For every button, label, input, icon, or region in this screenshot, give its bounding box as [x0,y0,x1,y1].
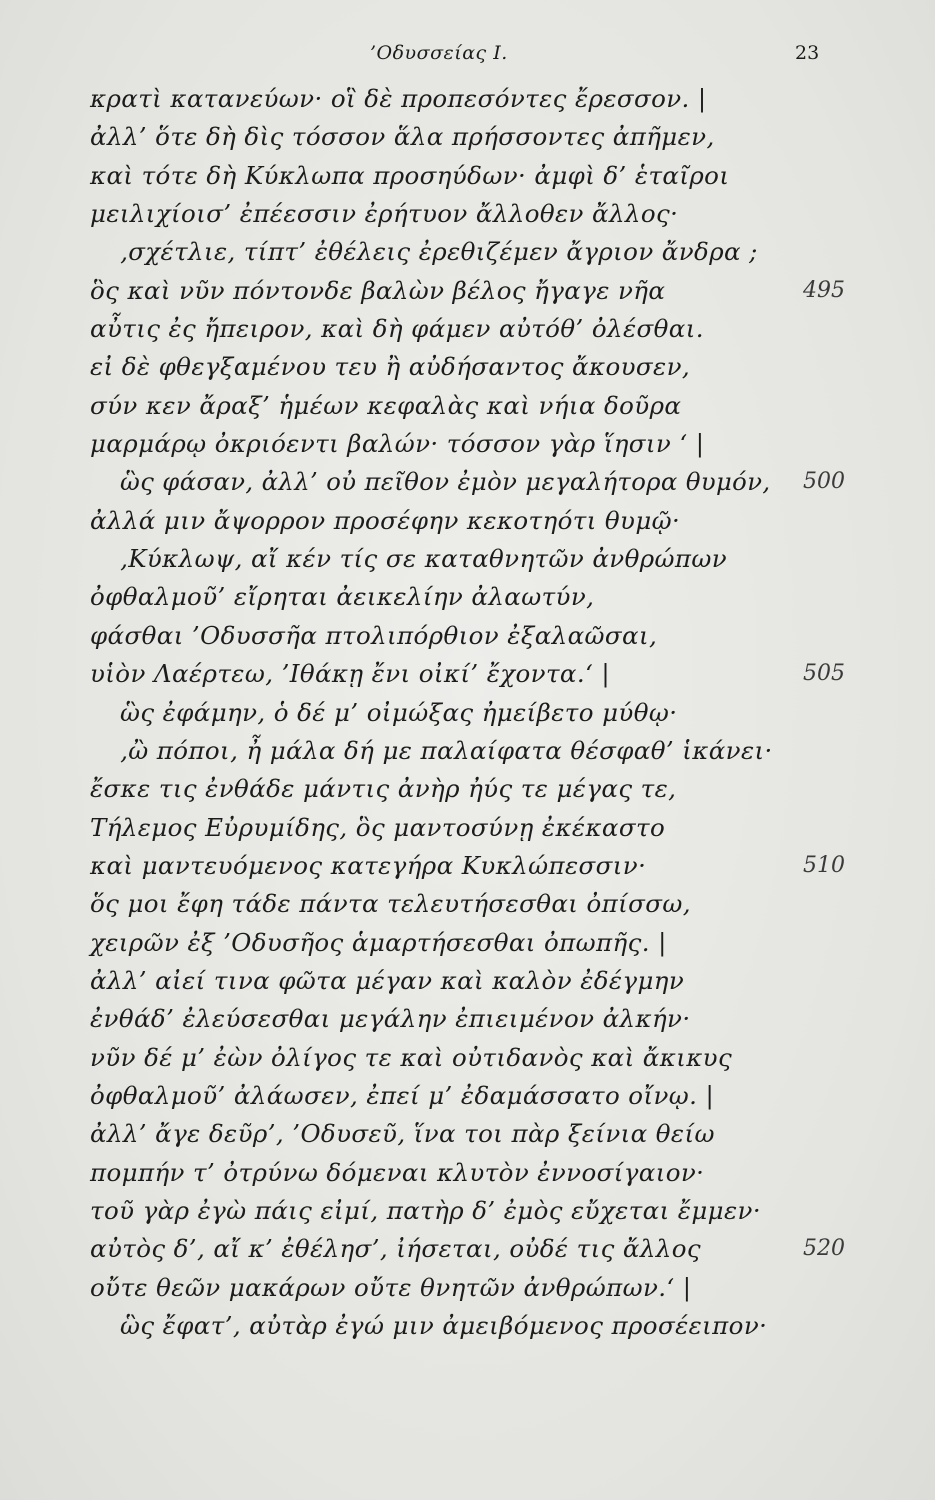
verse-line [0,1154,935,1192]
line-number: 520 [803,1236,845,1262]
verse-text: ‚σχέτλιε, τίπτ’ ἐθέλεις ἐρεθιζέμεν ἄγριον ἄνδρα ; [120,237,758,267]
verse-line [0,463,935,501]
verse-text: Τήλεμος Εὐρυμίδης, ὃς μαντοσύνῃ ἐκέκαστο [90,812,666,842]
page-header [0,38,935,68]
verse-text: ὣς ἐφάμην, ὁ δέ μ’ οἰμώξας ἠμείβετο μύθῳ· [120,697,678,727]
verse-line [0,1307,935,1345]
verse-text: ἀλλ’ αἰεί τινα φῶτα μέγαν καὶ καλὸν ἐδέγμην [90,965,685,995]
verse-line [0,1230,935,1268]
running-title: ’Οδυσσείας Ι. [370,42,508,64]
verse-text: αὐτὸς δ’, αἴ κ’ ἐθέλησ’, ἰήσεται, οὐδέ τις ἄλλος [90,1234,701,1264]
page-number: 23 [795,42,820,64]
verse-line [0,1000,935,1038]
verse-line [0,578,935,616]
verse-line [0,1039,935,1077]
verse-line [0,1192,935,1230]
verse-text: ἐνθάδ’ ἐλεύσεσθαι μεγάλην ἐπιειμένον ἀλκήν· [90,1004,691,1034]
line-number: 495 [803,277,845,303]
verse-line [0,885,935,923]
verse-line [0,809,935,847]
verse-line [0,617,935,655]
verse-line [0,1077,935,1115]
verse-line [0,348,935,386]
verse-line [0,1115,935,1153]
verse-line [0,694,935,732]
verse-text: κρατὶ κατανεύων· οἳ δὲ προπεσόντες ἔρεσσον. | [90,84,707,113]
verse-text: ὣς ἔφατ’, αὐτὰρ ἐγώ μιν ἀμειβόμενος προσέειπον· [120,1311,768,1340]
verse-text: ἀλλ’ ὅτε δὴ δὶς τόσσον ἅλα πρήσσοντες ἀπῆμεν, [90,122,715,152]
verse-text: ὃς καὶ νῦν πόντονδε βαλὼν βέλος ἤγαγε νῆα [90,275,666,305]
verse-text: ἀλλά μιν ἄψορρον προσέφην κεκοτηότι θυμῷ· [90,505,681,535]
verse-line [0,118,935,156]
verse-text: ‚Κύκλωψ, αἴ κέν τίς σε καταθνητῶν ἀνθρώπων [120,544,728,574]
verse-line [0,770,935,808]
line-number: 505 [803,661,845,687]
verse-line [0,157,935,195]
verse-line [0,233,935,271]
verse-line [0,732,935,770]
line-number: 510 [803,852,845,878]
verse-text: νῦν δέ μ’ ἐὼν ὀλίγος τε καὶ οὐτιδανὸς καὶ ἄκικυς [90,1042,733,1072]
verse-text: ὣς φάσαν, ἀλλ’ οὐ πεῖθον ἐμὸν μεγαλήτορα θυμόν, [120,467,771,497]
verse-text: φάσθαι ’Οδυσσῆα πτολιπόρθιον ἐξαλαῶσαι, [90,620,658,650]
verse-line [0,924,935,962]
verse-text: υἱὸν Λαέρτεω, ’Ιθάκῃ ἔνι οἰκί’ ἔχοντα.‘ | [90,659,611,689]
verse-text: πομπήν τ’ ὀτρύνω δόμεναι κλυτὸν ἐννοσίγαιον· [90,1157,705,1187]
verse-line [0,962,935,1000]
verse-line [0,655,935,693]
verse-line [0,425,935,463]
verse-line [0,502,935,540]
verse-text: ἀλλ’ ἄγε δεῦρ’, ’Οδυσεῦ, ἵνα τοι πὰρ ξείνια θείω [90,1119,715,1149]
verse-text: αὖτις ἐς ἤπειρον, καὶ δὴ φάμεν αὐτόθ’ ὀλέσθαι. [90,314,704,344]
verse-text: ‚ὢ πόποι, ἦ μάλα δή με παλαίφατα θέσφαθ’ ἱκάνει· [120,735,773,765]
verse-text: μειλιχίοισ’ ἐπέεσσιν ἐρήτυον ἄλλοθεν ἄλλος· [90,199,679,229]
verse-line [0,272,935,310]
verse-line [0,540,935,578]
verse-text: καὶ τότε δὴ Κύκλωπα προσηύδων· ἀμφὶ δ’ ἑταῖροι [90,160,730,190]
verse-text: ὀφθαλμοῦ’ εἴρηται ἀεικελίην ἀλαωτύν, [90,582,595,612]
verse-line [0,80,935,118]
line-number: 500 [803,469,845,495]
verse-text: οὔτε θεῶν μακάρων οὔτε θνητῶν ἀνθρώπων.‘ | [90,1272,692,1302]
verse-text: καὶ μαντευόμενος κατεγήρα Κυκλώπεσσιν· [90,850,647,880]
verse-line [0,847,935,885]
verse-text: ὅς μοι ἔφη τάδε πάντα τελευτήσεσθαι ὀπίσσω, [90,889,691,919]
verse-line [0,195,935,233]
verse-line [0,1269,935,1307]
verse-text: χειρῶν ἐξ ’Οδυσῆος ἁμαρτήσεσθαι ὀπωπῆς. | [90,927,667,957]
verse-text: τοῦ γὰρ ἐγὼ πάις εἰμί, πατὴρ δ’ ἐμὸς εὔχεται ἔμμεν· [90,1195,762,1225]
verse-line [0,310,935,348]
verse-text: μαρμάρῳ ὀκριόεντι βαλών· τόσσον γὰρ ἵησιν ‘ | [90,429,705,459]
verse-text: σύν κεν ἄραξ’ ἡμέων κεφαλὰς καὶ νήια δοῦρα [90,390,682,420]
verse-text: εἰ δὲ φθεγξαμένου τευ ἢ αὐδήσαντος ἄκουσεν, [90,352,691,382]
verse-text: ἔσκε τις ἐνθάδε μάντις ἀνὴρ ἠύς τε μέγας τε, [90,774,677,804]
verse-text: ὀφθαλμοῦ’ ἀλάωσεν, ἐπεί μ’ ἐδαμάσσατο οἴνῳ. | [90,1080,715,1110]
verse-text-block [0,80,935,1345]
verse-line [0,387,935,425]
